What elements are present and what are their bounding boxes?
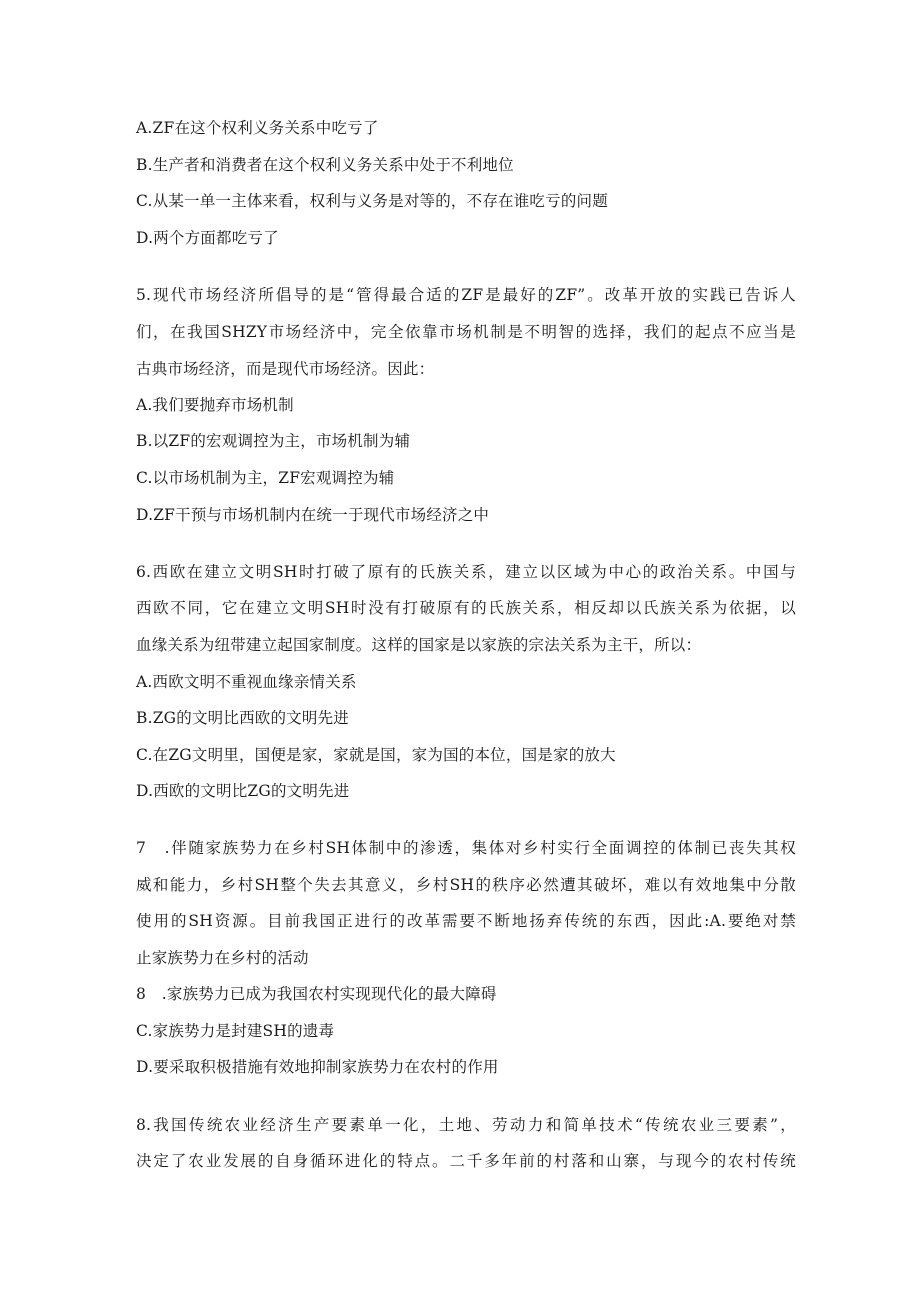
- q6-option-d: D.西欧的文明比ZG的文明先进: [136, 782, 350, 800]
- q7-option-c: C.家族势力是封建SH的遗毒: [136, 1022, 335, 1040]
- question-5-line-3: 古典市场经济，而是现代市场经济。因此：: [136, 360, 435, 378]
- question-7-line-3: 使用的SH资源。目前我国正进行的改革需要不断地扬弃传统的东西，因此:A.要绝对禁: [136, 912, 796, 930]
- q6-option-b: B.ZG的文明比西欧的文明先进: [136, 709, 349, 727]
- q5-option-b: B.以ZF的宏观调控为主，市场机制为辅: [136, 432, 411, 450]
- option-b-producers-consumers: B.生产者和消费者在这个权利义务关系中处于不利地位: [136, 156, 514, 174]
- option-c-equal-rights: C.从某一单一主体来看，权利与义务是对等的，不存在谁吃亏的问题: [136, 192, 608, 210]
- q7-option-b: 8 .家族势力已成为我国农村实现现代化的最大障碍: [136, 985, 497, 1003]
- question-7-line-4: 止家族势力在乡村的活动: [136, 949, 309, 967]
- question-6-line-3: 血缘关系为纽带建立起国家制度。这样的国家是以家族的宗法关系为主干，所以：: [136, 636, 702, 654]
- q5-option-c: C.以市场机制为主，ZF宏观调控为辅: [136, 469, 395, 487]
- option-d-both-lose: D.两个方面都吃亏了: [136, 229, 279, 247]
- q5-option-a: A.我们要抛弃市场机制: [136, 396, 294, 414]
- q6-option-c: C.在ZG文明里，国便是家，家就是国，家为国的本位，国是家的放大: [136, 746, 616, 764]
- question-7-line-1: 7 .伴随家族势力在乡村SH体制中的渗透，集体对乡村实行全面调控的体制已丧失其权: [136, 839, 796, 857]
- q6-option-a: A.西欧文明不重视血缘亲情关系: [136, 673, 357, 691]
- question-6-line-1: 6.西欧在建立文明SH时打破了原有的氏族关系，建立以区域为中心的政治关系。中国与: [136, 563, 796, 581]
- question-5-line-2: 们，在我国SHZY市场经济中，完全依靠市场机制是不明智的选择，我们的起点不应当是: [136, 323, 796, 341]
- question-7-line-2: 威和能力，乡村SH整个失去其意义，乡村SH的秩序必然遭其破坏，难以有效地集中分散: [136, 876, 796, 894]
- q5-option-d: D.ZF干预与市场机制内在统一于现代市场经济之中: [136, 506, 490, 524]
- question-5-line-1: 5.现代市场经济所倡导的是“管得最合适的ZF是最好的ZF”。改革开放的实践已告诉人: [136, 286, 796, 304]
- question-8-line-2: 决定了农业发展的自身循环进化的特点。二千多年前的村落和山寨，与现今的农村传统: [136, 1152, 796, 1170]
- q7-option-d: D.要采取积极措施有效地抑制家族势力在农村的作用: [136, 1058, 499, 1076]
- question-8-line-1: 8.我国传统农业经济生产要素单一化，土地、劳动力和简单技术“传统农业三要素”，: [136, 1116, 796, 1134]
- question-6-line-2: 西欧不同，它在建立文明SH时没有打破原有的氏族关系，相反却以氏族关系为依据，以: [136, 599, 796, 617]
- option-a-zf-loses: A.ZF在这个权利义务关系中吃亏了: [136, 119, 379, 137]
